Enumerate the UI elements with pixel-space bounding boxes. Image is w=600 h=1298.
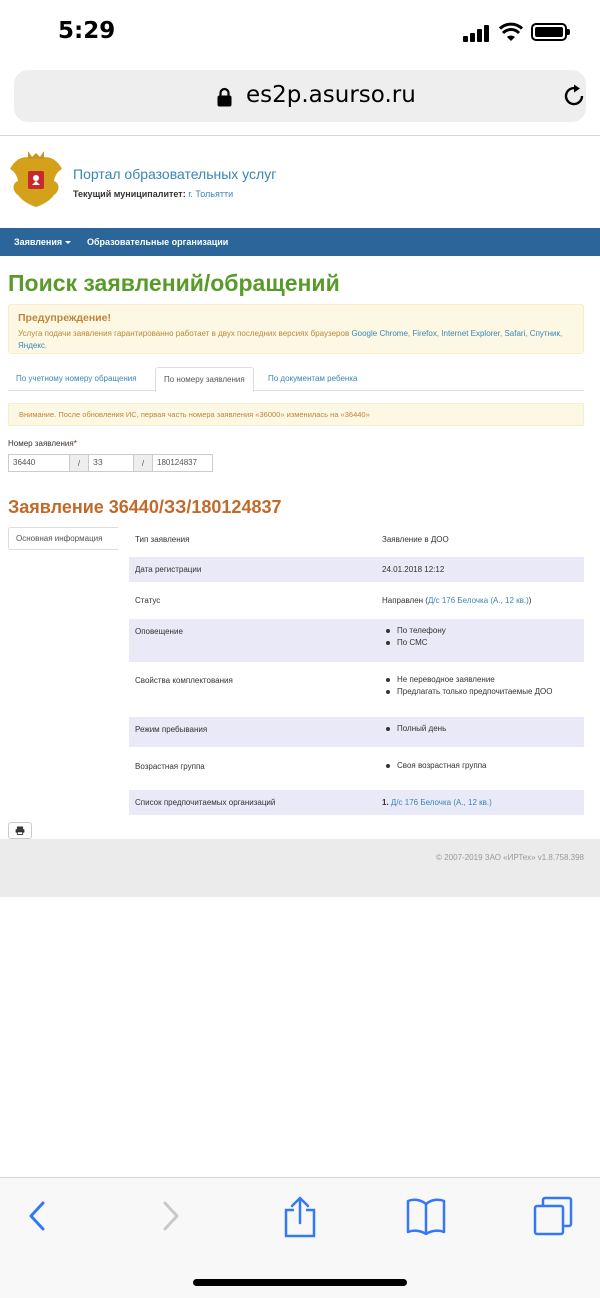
portal-title[interactable]: Портал образовательных услуг	[73, 166, 277, 182]
link-chrome[interactable]: Google Chrome	[351, 329, 408, 338]
tabs-icon[interactable]	[533, 1196, 573, 1236]
detail-row	[129, 588, 584, 613]
detail-key: Свойства комплектования	[135, 676, 233, 685]
bookmarks-icon[interactable]	[406, 1196, 446, 1236]
lock-icon	[217, 87, 232, 107]
list-item: Своя возрастная группа	[382, 760, 487, 772]
detail-row	[129, 619, 584, 662]
list-item: По телефону	[382, 625, 446, 637]
detail-key: Тип заявления	[135, 535, 190, 544]
print-button[interactable]	[8, 822, 32, 839]
tab-main-info[interactable]: Основная информация	[8, 527, 118, 550]
wifi-icon	[499, 22, 523, 42]
detail-key: Режим пребывания	[135, 725, 208, 734]
site-header	[0, 137, 600, 228]
separator: /	[134, 454, 152, 472]
list-item: Не переводное заявление	[382, 674, 553, 686]
application-title: Заявление 36440/ЗЗ/180124837	[8, 497, 282, 517]
detail-row	[129, 717, 584, 747]
municipality-label: Текущий муниципалитет:	[73, 189, 186, 199]
page-title: Поиск заявлений/обращений	[8, 270, 340, 296]
link-safari[interactable]: Safari	[504, 329, 526, 338]
tab-by-child-documents[interactable]: По документам ребенка	[268, 374, 358, 383]
status-time: 5:29	[58, 18, 116, 44]
url-text: es2p.asurso.ru	[246, 82, 416, 108]
detail-value: 24.01.2018 12:12	[382, 565, 445, 574]
separator: /	[70, 454, 88, 472]
forward-icon[interactable]	[160, 1196, 180, 1236]
signal-icon	[463, 24, 491, 42]
detail-row	[129, 790, 584, 815]
page-footer	[0, 839, 600, 897]
detail-list	[382, 674, 553, 698]
battery-icon	[531, 23, 567, 41]
required-mark: *	[73, 439, 77, 448]
status-prefix: Направлен (	[382, 596, 428, 605]
detail-list	[382, 723, 446, 735]
caret-down-icon	[65, 241, 71, 244]
list-item: По СМС	[382, 637, 446, 649]
main-nav	[0, 228, 600, 256]
warning-title: Предупреждение!	[18, 312, 111, 324]
detail-key: Дата регистрации	[135, 565, 202, 574]
detail-key: Возрастная группа	[135, 762, 205, 771]
print-icon	[9, 823, 31, 838]
tab-by-account-number[interactable]: По учетному номеру обращения	[16, 374, 137, 383]
preferred-org-link[interactable]: Д/с 176 Белочка (А., 12 кв.)	[390, 798, 492, 807]
municipality	[73, 189, 233, 199]
emblem-icon	[8, 149, 64, 209]
link-sputnik[interactable]: Спутник	[529, 329, 560, 338]
link-ie[interactable]: Internet Explorer	[441, 329, 500, 338]
reload-icon[interactable]	[562, 84, 586, 108]
list-item: Полный день	[382, 723, 446, 735]
municipality-link[interactable]: г. Тольятти	[188, 189, 234, 199]
status-suffix: )	[528, 596, 532, 605]
list-item: Предлагать только предпочитаемые ДОО	[382, 686, 553, 698]
nav-organizations[interactable]: Образовательные организации	[87, 237, 229, 247]
detail-row	[129, 753, 584, 784]
status-org-link[interactable]: Д/с 176 Белочка (А., 12 кв.)	[427, 596, 529, 605]
field-label-text: Номер заявления	[8, 439, 74, 448]
detail-value	[382, 596, 531, 605]
address-bar[interactable]	[14, 70, 586, 122]
app-number-part2-input[interactable]: ЗЗ	[88, 454, 134, 472]
detail-key: Статус	[135, 596, 161, 605]
browser-address-area	[0, 64, 600, 136]
app-number-part3-input[interactable]: 180124837	[152, 454, 213, 472]
list-number: 1.	[382, 798, 389, 807]
detail-value	[382, 798, 492, 807]
detail-row	[129, 527, 584, 551]
share-icon[interactable]	[283, 1196, 317, 1238]
detail-key: Список предпочитаемых организаций	[135, 798, 276, 807]
warning-text: Услуга подачи заявления гарантированно работает в двух последних версиях браузеров Google Chrome, Firefox, Internet Explorer, Safari, Спутник, Яндекс.	[18, 329, 563, 350]
link-yandex[interactable]: Яндекс	[18, 341, 45, 350]
nav-applications-label: Заявления	[14, 237, 63, 247]
nav-applications[interactable]	[14, 237, 71, 247]
home-indicator	[193, 1279, 407, 1286]
detail-row	[129, 668, 584, 711]
application-number-label	[8, 439, 77, 448]
detail-list	[382, 625, 446, 649]
search-tabs	[8, 367, 584, 391]
warning-text-prefix: Услуга подачи заявления гарантированно работает в двух последних версиях браузеров	[18, 329, 350, 338]
back-icon[interactable]	[28, 1196, 48, 1236]
detail-key: Оповещение	[135, 627, 183, 636]
detail-row	[129, 557, 584, 582]
update-notice: Внимание. После обновления ИС, первая часть номера заявления «36000» изменилась на «36440»	[8, 403, 584, 426]
detail-list	[382, 760, 487, 772]
ios-status-bar	[0, 0, 600, 64]
browser-warning	[8, 304, 584, 354]
copyright: © 2007-2019 ЗАО «ИРТех» v1.8.758.398	[436, 853, 584, 862]
detail-value: Заявление в ДОО	[382, 535, 449, 544]
link-firefox[interactable]: Firefox	[412, 329, 437, 338]
app-number-part1-input[interactable]: 36440	[8, 454, 70, 472]
tab-by-application-number[interactable]: По номеру заявления	[155, 367, 254, 392]
